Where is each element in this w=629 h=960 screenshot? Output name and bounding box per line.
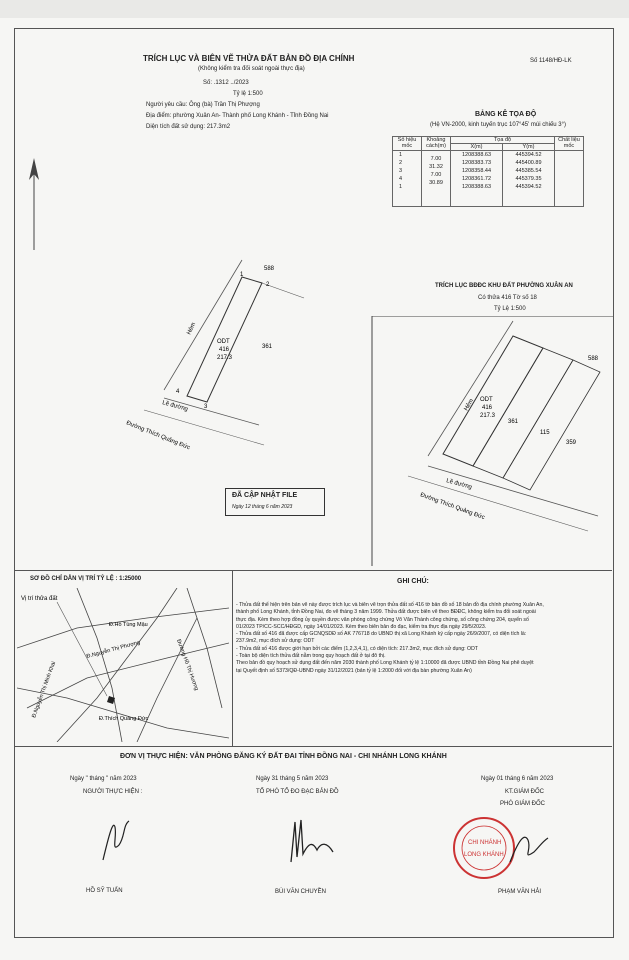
distance: 31.32 (429, 164, 443, 170)
bddc-lane: Hẻm (463, 398, 476, 412)
reference-number: Số 1148/HĐ-LK (530, 58, 572, 64)
signature-2 (285, 812, 345, 867)
name-deputy-head: BÙI VĂN CHUYỀN (275, 889, 327, 895)
point: 3 (399, 168, 403, 174)
notes-body (236, 602, 608, 675)
corner-4: 4 (176, 389, 180, 395)
y-cell (503, 151, 555, 207)
bddc-361: 361 (508, 419, 519, 425)
executing-unit: ĐƠN VỊ THỰC HIỆN: VĂN PHÒNG ĐĂNG KÝ ĐẤT ĐAI TỈNH ĐỒNG NAI - CHI NHÁNH LONG KHÁNH (120, 753, 447, 760)
road-ho-tung-mau: Đ.Hồ Tùng Mậu (109, 622, 148, 628)
distance: 7.00 (430, 172, 442, 178)
document-number: Số: .1312 ../2023 (203, 80, 249, 86)
road-thich-quang-duc: Đ.Thích Quảng Đức (99, 716, 149, 722)
note-line: tại Quyết định số 5373/QĐ-UBND ngày 31/12/2021 (bản tỷ lệ 1:2000 đối với địa bàn phường Xuân An) (236, 667, 472, 674)
point: 4 (399, 176, 403, 182)
corner-3: 3 (204, 404, 208, 410)
y-value: 445385.54 (515, 168, 542, 174)
footer-divider (14, 746, 612, 747)
bddc-street: Đường Thích Quảng Đức (419, 492, 486, 522)
bddc-parcel: 416 (482, 405, 493, 411)
corner-1: 1 (240, 272, 244, 278)
bddc-scale: Tỷ Lệ 1:500 (494, 306, 526, 312)
y-value: 445400.89 (515, 160, 542, 166)
distance: 7.00 (430, 156, 442, 162)
bddc-115: 115 (540, 430, 550, 436)
note-line: - Thửa đất số 416 được giới hạn bởi các điểm (1,2,3,4,1), có diện tích: 217.3m2, mục đích sử dụng: ODT (236, 645, 478, 652)
note-line: 237.9m2, mục đích sử dụng: ODT (236, 638, 315, 645)
document-subtitle: (Không kiểm tra đối soát ngoài thực địa) (198, 66, 305, 72)
col-coord: Tọa độ (451, 137, 555, 144)
point: 1 (399, 184, 403, 190)
seal-text-b: LONG KHÁNH (464, 852, 504, 858)
north-arrow (29, 158, 39, 250)
points-cell (393, 151, 422, 207)
signature-1 (95, 815, 135, 865)
requester: Người yêu cầu: Ông (bà) Trần Thị Phượng (146, 102, 260, 108)
date-1: Ngày " tháng " năm 2023 (70, 776, 137, 782)
bddc-588: 588 (588, 356, 599, 362)
point: 2 (399, 160, 403, 166)
distances-cell (422, 151, 451, 207)
col-y: Y(m) (503, 144, 555, 151)
stamp-date: Ngày 12 tháng 6 năm 2023 (232, 504, 293, 510)
parcel-drawing (14, 140, 394, 560)
y-value: 445394.52 (515, 152, 542, 158)
point: 1 (399, 152, 403, 158)
x-value: 1208361.72 (461, 176, 492, 182)
edge-label: Lề đường (161, 400, 189, 413)
plot-parcel-number: 416 (219, 347, 230, 353)
location: Địa điểm: phường Xuân An- Thành phố Long Khánh - Tỉnh Đồng Nai (146, 113, 329, 119)
note-line: thực địa. Kèm theo hợp đồng ủy quyền được văn phòng công chứng Võ Văn Thành công chứng, số công chứng 204, quyển số (236, 616, 529, 623)
x-value: 1208388.63 (461, 184, 492, 190)
road-nguyen-thi-phuong: Đ.Nguyễn Thị Phượng (85, 639, 141, 660)
role-deputy-head: TỔ PHÓ TỔ ĐO ĐẠC BẢN ĐỒ (256, 789, 339, 795)
bddc-land-type: ODT (480, 397, 493, 403)
plot-land-type: ODT (217, 339, 230, 345)
official-seal (452, 812, 552, 892)
role-kt-director: KT.GIÁM ĐỐC (505, 789, 545, 795)
coord-table-subtitle: (Hệ VN-2000, kinh tuyến trục 107°45' múi chiếu 3°) (430, 122, 567, 128)
role-performer: NGƯỜI THỰC HIỆN : (83, 789, 143, 795)
y-value: 445379.35 (515, 176, 542, 182)
date-3: Ngày 01 tháng 6 năm 2023 (481, 776, 554, 782)
name-performer: HỒ SỸ TUẤN (86, 888, 123, 894)
x-value: 1208388.63 (461, 152, 492, 158)
bddc-area: 217.3 (480, 413, 496, 419)
material-cell (555, 151, 584, 207)
stamp-title: ĐÃ CẬP NHẬT FILE (232, 492, 298, 499)
road-ho-thi-huong: Đường Hồ Thị Hương (175, 638, 200, 692)
bddc-map (368, 316, 613, 566)
notes-title: GHI CHÚ: (397, 578, 429, 585)
file-update-stamp (225, 488, 325, 516)
x-value: 1208358.44 (461, 168, 492, 174)
distance: 30.89 (429, 180, 443, 186)
plot-lane-label: Hẻm (186, 321, 198, 336)
col-distance: Khoảng cách(m) (422, 137, 451, 151)
col-material: Chất liệu mốc (555, 137, 584, 151)
note-line: - Toàn bộ diện tích thửa đất nằm trong quy hoạch đất ở tại đô thị. (236, 653, 386, 660)
corner-2: 2 (266, 282, 270, 288)
name-deputy-director: PHẠM VĂN HẢI (498, 889, 542, 895)
date-2: Ngày 31 tháng 5 năm 2023 (256, 776, 329, 782)
land-area: Diện tích đất sử dụng: 217.3m2 (146, 124, 231, 130)
x-cell (451, 151, 503, 207)
street-label: Đường Thích Quảng Đức (125, 420, 191, 452)
marker-label: Vị trí thửa đất (21, 596, 58, 602)
note-line: - Thửa đất số 416 đã được cấp GCNQSDĐ số AK 776718 do UBND thị xã Long Khánh ký cấp ngày 26/9/2007, có diện tích là: (236, 631, 527, 638)
note-line: Theo bản đồ quy hoạch sử dụng đất đến năm 2030 thành phố Long Khánh tỷ lệ 1:10000 đã được UBND tỉnh Đồng Nai phê duyệt (236, 660, 534, 667)
note-line: - Thửa đất thể hiện trên bản vẽ này được trích lục và biên vẽ trọn thửa đất số 416 tờ bản đồ số 18 bản đồ địa chính phường Xuân An, (236, 602, 544, 608)
col-x: X(m) (451, 144, 503, 151)
seal-text-a: CHI NHÁNH (468, 840, 502, 846)
bddc-title: TRÍCH LỤC BĐĐC KHU ĐẤT PHƯỜNG XUÂN AN (435, 283, 573, 289)
col-point: Số hiệu mốc (393, 137, 422, 151)
coord-table (392, 136, 584, 207)
note-line: thành phố Long Khánh, tỉnh Đồng Nai, đo vẽ tháng 3 năm 1999. Thửa đất được biên vẽ theo BĐĐC, không kiểm tra đối soát ngoài (236, 609, 536, 616)
location-map (17, 588, 229, 742)
x-value: 1208383.73 (461, 160, 492, 166)
bddc-359: 359 (566, 440, 577, 446)
column-divider (232, 570, 233, 746)
y-value: 445394.52 (515, 184, 542, 190)
road-nguyen-thi-minh-khai: Đ.Nguyễn Thị Minh Khai (31, 660, 58, 719)
coord-table-title: BẢNG KÊ TỌA ĐỘ (475, 111, 537, 118)
plot-area: 217.3 (217, 355, 233, 361)
role-deputy-director: PHÓ GIÁM ĐỐC (500, 801, 546, 807)
bddc-subtitle: Có thửa 416 Tờ số 18 (478, 295, 537, 301)
section-divider (14, 570, 612, 571)
document-title: TRÍCH LỤC VÀ BIÊN VẼ THỬA ĐẤT BẢN ĐỒ ĐỊA CHÍNH (143, 54, 355, 63)
document-scale: Tỷ lệ 1:500 (233, 91, 263, 97)
location-map-title: SƠ ĐỒ CHỈ DẪN VỊ TRÍ TỶ LỆ : 1:25000 (30, 576, 142, 582)
neighbor-361: 361 (262, 344, 273, 350)
note-line: 01/2023 TP/CC-SCC/HĐGD, ngày 14/01/2023. Kèm theo biên bản đo đạc, kiểm tra thực địa ngày 29/5/2023. (236, 623, 487, 630)
neighbor-588: 588 (264, 266, 275, 272)
bddc-edge: Lề đường (445, 478, 473, 491)
